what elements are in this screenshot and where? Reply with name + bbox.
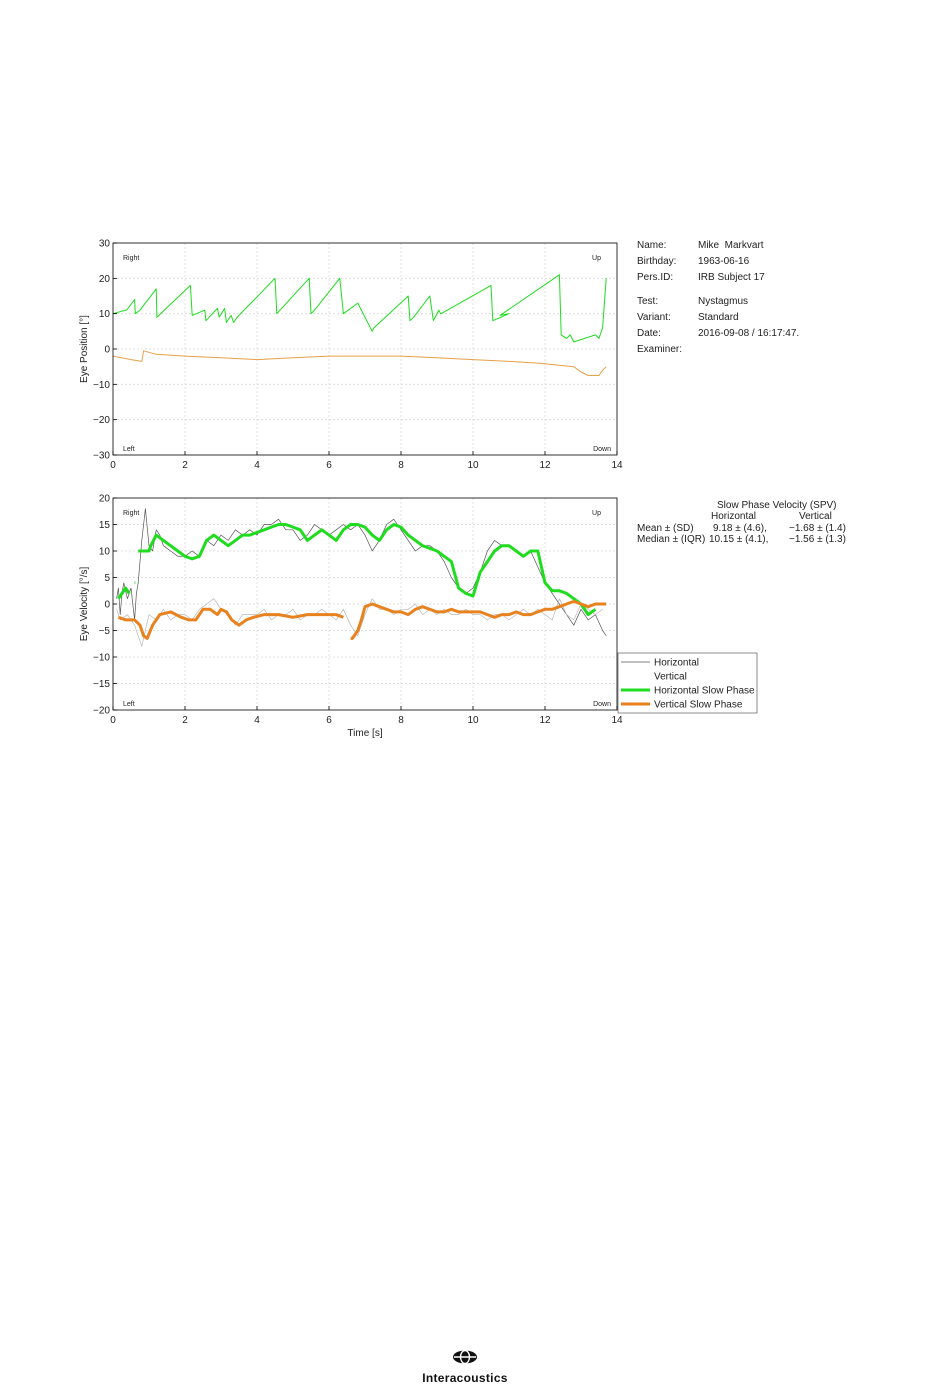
y-tick-label: 0	[104, 599, 110, 611]
interacoustics-logo-icon	[452, 1350, 478, 1364]
date-label: Date:	[637, 328, 661, 339]
patient-info	[637, 240, 897, 360]
y-tick-label: −5	[98, 626, 110, 637]
spv-row-mean-vertical: −1.68 ± (1.4)	[789, 523, 846, 534]
corner-label-top-right: Up	[592, 255, 601, 262]
x-tick-label: 4	[254, 460, 260, 471]
series-horizontal	[113, 275, 606, 342]
corner-label-bottom-right: Down	[593, 701, 611, 708]
spv-row-median-vertical: −1.56 ± (1.3)	[789, 534, 846, 545]
x-tick-label: 10	[467, 460, 479, 471]
birthday-label: Birthday:	[637, 256, 677, 267]
y-tick-label: 15	[98, 520, 110, 531]
spv-row-mean-horizontal: 9.18 ± (4.6),	[713, 523, 767, 534]
spv-col-vertical: Vertical	[799, 511, 832, 522]
x-tick-label: 12	[539, 715, 551, 726]
spv-row-median-label: Median ± (IQR)	[637, 534, 706, 545]
test-label: Test:	[637, 296, 659, 307]
eye-position-plot-area	[79, 239, 623, 472]
corner-label-bottom-left: Left	[123, 446, 135, 453]
y-axis-label: Eye Position [°]	[79, 315, 90, 383]
y-tick-label: −30	[93, 450, 110, 462]
y-tick-label: 20	[98, 273, 110, 285]
variant-value: Standard	[698, 312, 739, 323]
footer-logo	[400, 1350, 530, 1385]
spv-row-mean-label: Mean ± (SD)	[637, 523, 694, 534]
y-tick-label: −15	[93, 679, 110, 690]
corner-label-bottom-left: Left	[123, 701, 135, 708]
examiner-label: Examiner:	[637, 344, 683, 355]
x-axis-label: Time [s]	[347, 728, 383, 739]
x-tick-label: 10	[467, 715, 479, 726]
y-tick-label: −10	[93, 652, 110, 664]
legend-label: Vertical	[654, 671, 687, 683]
corner-label-top-left: Right	[123, 255, 140, 262]
persid-label: Pers.ID:	[637, 272, 674, 283]
y-tick-label: −20	[93, 705, 110, 717]
x-tick-label: 6	[326, 715, 332, 726]
name-value: Mike Markvart	[698, 240, 764, 251]
x-tick-label: 2	[182, 715, 188, 726]
legend-label: Horizontal	[654, 657, 700, 669]
x-tick-label: 4	[254, 715, 260, 726]
spv-table	[637, 500, 897, 550]
spv-title: Slow Phase Velocity (SPV)	[717, 500, 837, 511]
y-tick-label: 0	[104, 344, 110, 356]
test-value: Nystagmus	[698, 296, 749, 307]
legend-label: Horizontal Slow Phase	[654, 685, 755, 697]
y-tick-label: 10	[98, 309, 110, 321]
brand-name: Interacoustics	[422, 1371, 508, 1385]
x-tick-label: 14	[611, 715, 623, 726]
series-vertical	[113, 351, 606, 376]
x-tick-label: 12	[539, 460, 551, 471]
y-tick-label: 20	[98, 493, 110, 505]
variant-label: Variant:	[637, 312, 671, 323]
corner-label-top-right: Up	[592, 510, 601, 517]
persid-value: IRB Subject 17	[698, 272, 765, 283]
x-tick-label: 0	[110, 715, 116, 726]
corner-label-bottom-right: Down	[593, 446, 611, 453]
date-value: 2016-09-08 / 16:17:47.	[698, 328, 800, 339]
spv-row-median-horizontal: 10.15 ± (4.1),	[709, 534, 769, 545]
x-tick-label: 2	[182, 460, 188, 471]
corner-label-top-left: Right	[123, 510, 140, 517]
y-tick-label: 30	[98, 238, 110, 250]
name-label: Name:	[637, 240, 667, 251]
legend-label: Vertical Slow Phase	[654, 699, 743, 711]
x-tick-label: 0	[110, 460, 116, 471]
birthday-value: 1963-06-16	[698, 256, 750, 267]
x-tick-label: 14	[611, 460, 623, 471]
y-tick-label: 10	[98, 546, 110, 558]
x-tick-label: 8	[398, 715, 404, 726]
y-axis-label: Eye Velocity [°/s]	[79, 566, 90, 642]
x-tick-label: 8	[398, 460, 404, 471]
x-tick-label: 6	[326, 460, 332, 471]
spv-col-horizontal: Horizontal	[711, 511, 757, 522]
y-tick-label: −20	[93, 415, 110, 427]
y-tick-label: −10	[93, 379, 110, 391]
series-horizontal-slow-phase	[118, 525, 595, 615]
y-tick-label: 5	[104, 573, 110, 584]
series-vertical-slow-phase	[118, 601, 606, 638]
